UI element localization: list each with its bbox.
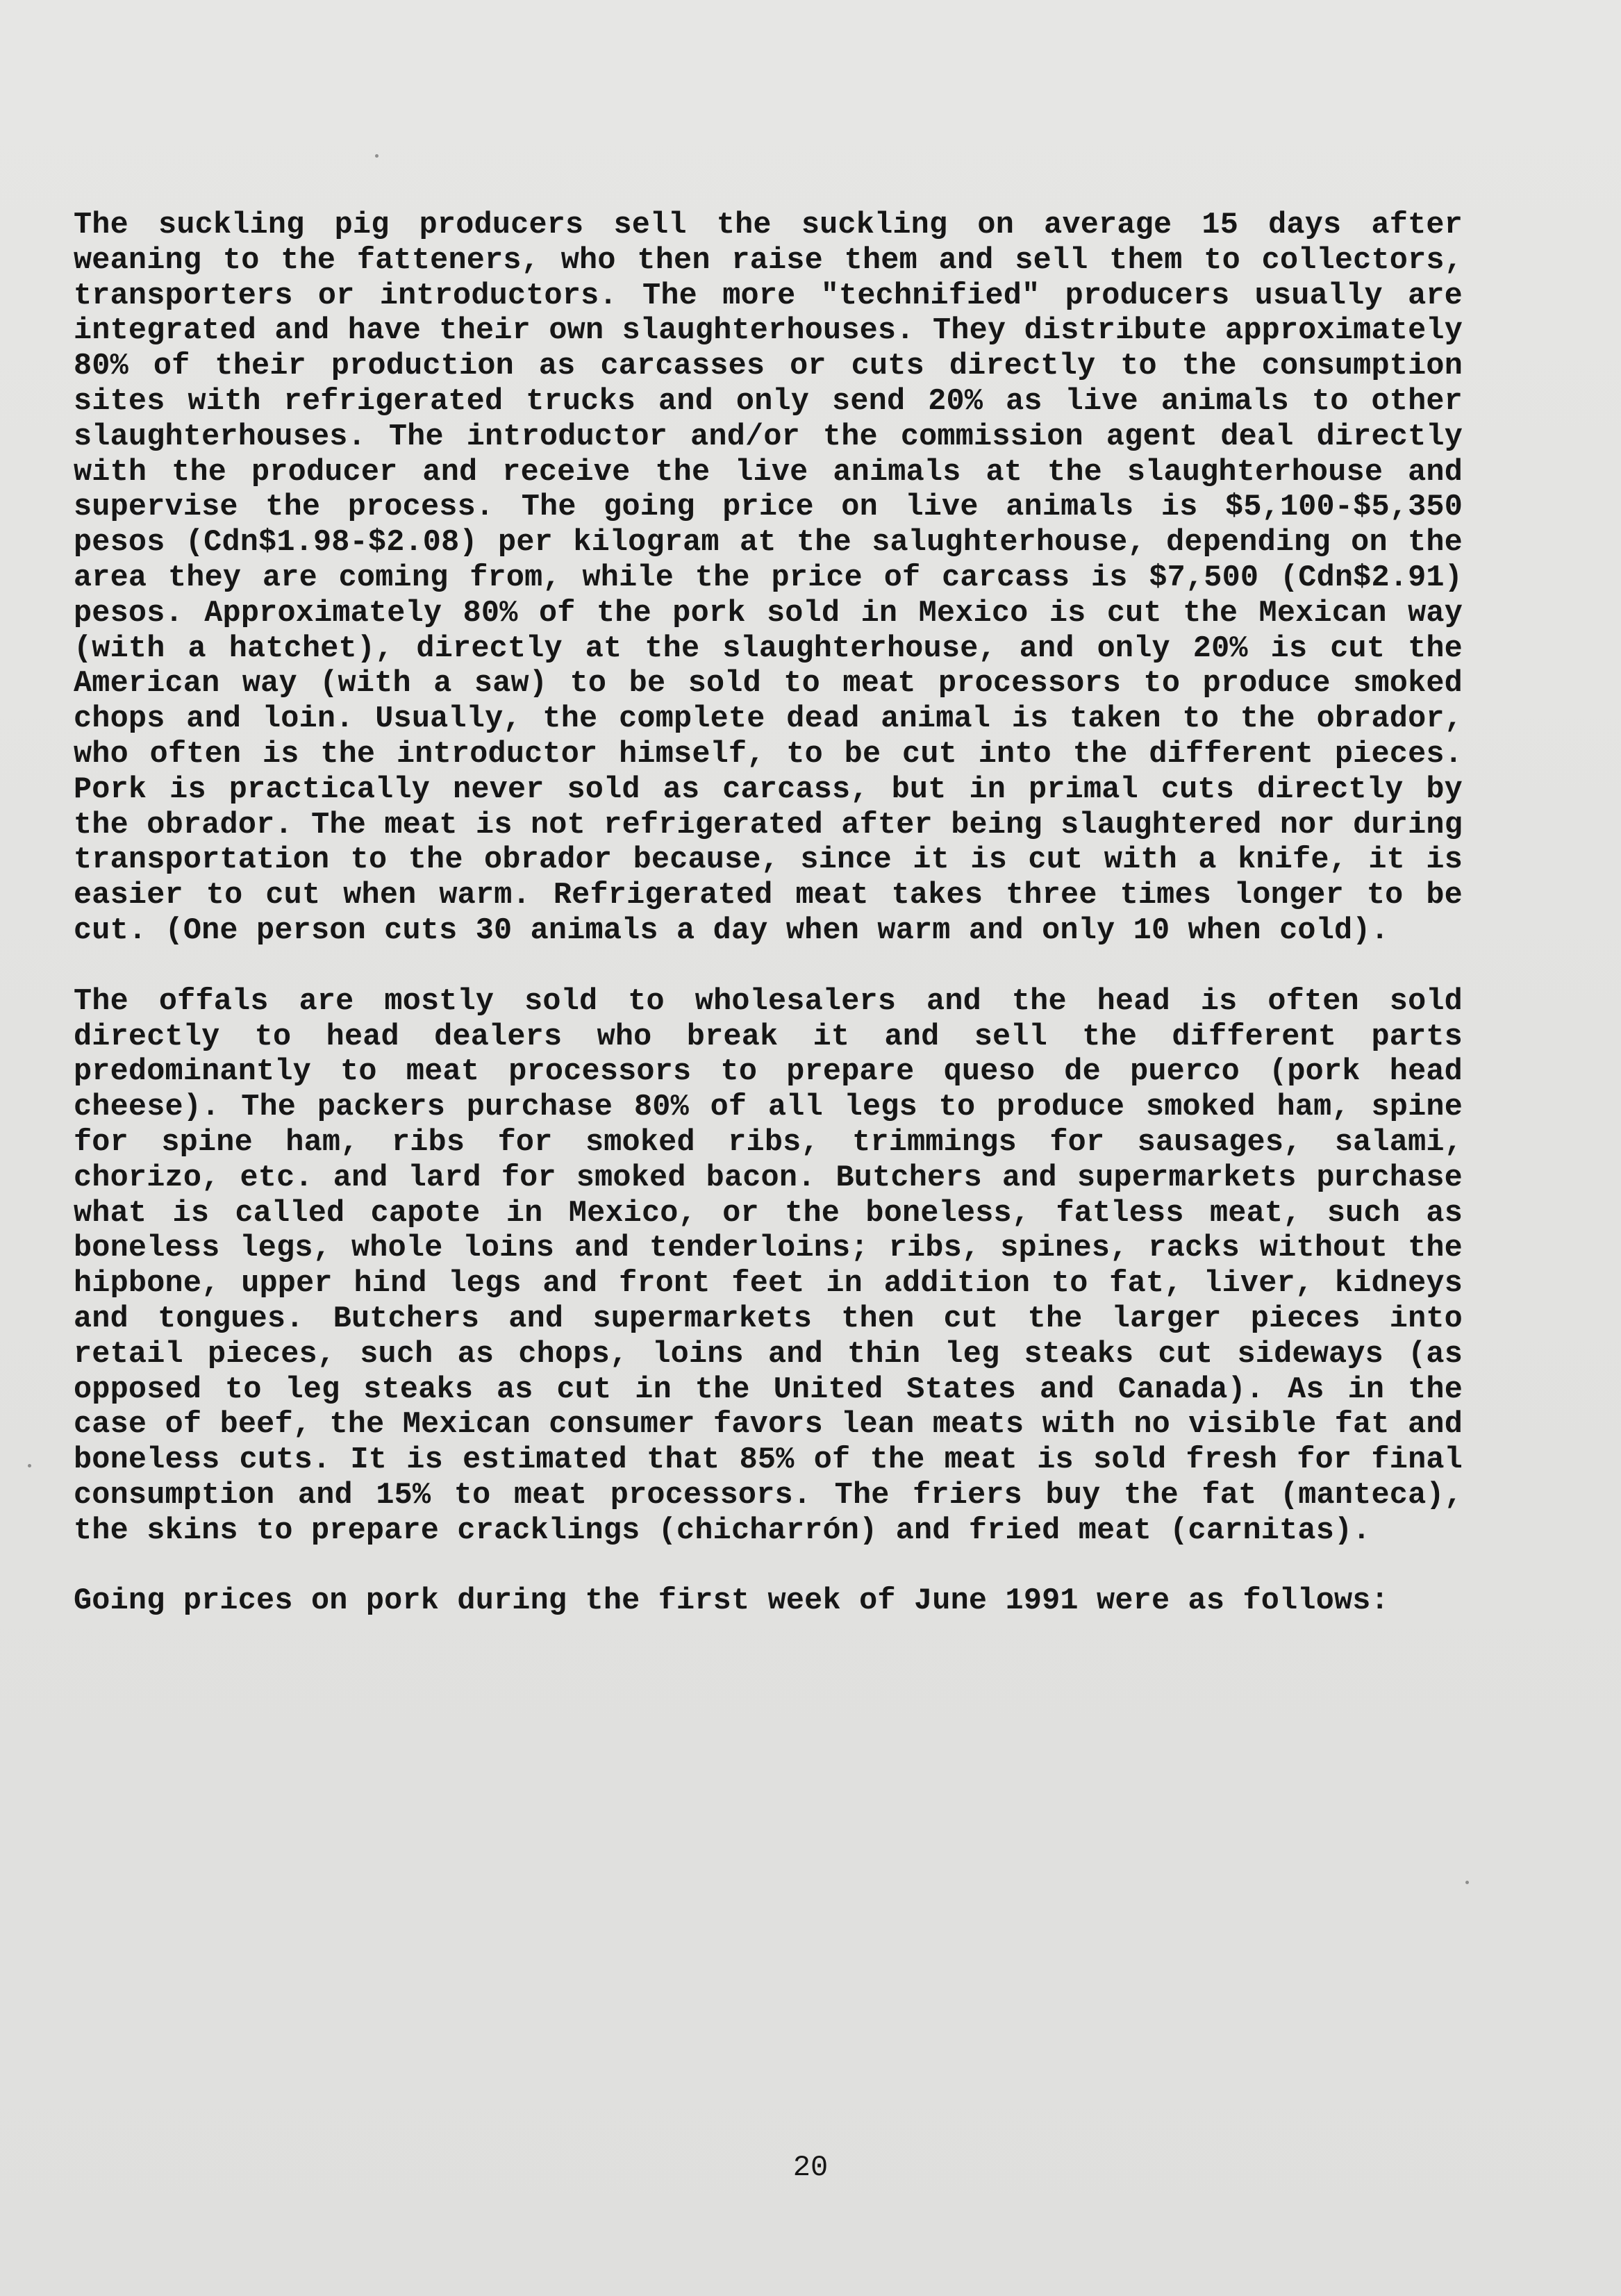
body-text <box>74 208 1463 1620</box>
paragraph-going-prices-intro: Going prices on pork during the first week of June 1991 were as follows: <box>74 1584 1389 1619</box>
paragraph-offals-and-cuts: The offals are mostly sold to wholesalers and the head is often sold directly to head dealers who break it and sell the different parts predominantly to meat processors to prepare queso de puerco (pork head cheese). The packers purchase 80% of all legs to produce smoked ham, spine for spine ham, ribs for smoked ribs, trimmings for sausages, salami, chorizo, etc. and lard for smoked bacon. Butchers and supermarkets purchase what is called capote in Mexico, or the boneless, fatless meat, such as boneless legs, whole loins and tenderloins; ribs, spines, racks without the hipbone, upper hind legs and front feet in addition to fat, liver, kidneys and tongues. Butchers and supermarkets then cut the larger pieces into retail pieces, such as chops, loins and thin leg steaks cut sideways (as opposed to leg steaks as cut in the United States and Canada). As in the case of beef, the Mexican consumer favors lean meats with no visible fat and boneless cuts. It is estimated that 85% of the meat is sold fresh for final consumption and 15% to meat processors. The friers buy the fat (manteca), the skins to prepare cracklings (chicharrón) and fried meat (carnitas). <box>74 984 1463 1548</box>
paragraph-production-distribution: The suckling pig producers sell the suckling on average 15 days after weaning to the fatteners, who then raise them and sell them to collectors, transporters or introductors. The more "technified" producers usually are integrated and have their own slaughterhouses. They distribute approximately 80% of their production as carcasses or cuts directly to the consumption sites with refrigerated trucks and only send 20% as live animals to other slaughterhouses. The introductor and/or the commission agent deal directly with the producer and receive the live animals at the slaughterhouse and supervise the process. The going price on live animals is $5,100-$5,350 pesos (Cdn$1.98-$2.08) per kilogram at the salughterhouse, depending on the area they are coming from, while the price of carcass is $7,500 (Cdn$2.91) pesos. Approximately 80% of the pork sold in Mexico is cut the Mexican way (with a hatchet), directly at the slaughterhouse, and only 20% is cut the American way (with a saw) to be sold to meat processors to produce smoked chops and loin. Usually, the complete dead animal is taken to the obrador, who often is the introductor himself, to be cut into the different pieces. Pork is practically never sold as carcass, but in primal cuts directly by the obrador. The meat is not refrigerated after being slaughtered nor during transportation to the obrador because, since it is cut with a knife, it is easier to cut when warm. Refrigerated meat takes three times longer to be cut. (One person cuts 30 animals a day when warm and only 10 when cold). <box>74 208 1463 948</box>
paper-speck-mark <box>375 154 379 158</box>
paper-speck-mark <box>28 1464 31 1467</box>
page-number: 20 <box>792 2151 829 2184</box>
paper-speck-mark <box>1465 1881 1469 1884</box>
